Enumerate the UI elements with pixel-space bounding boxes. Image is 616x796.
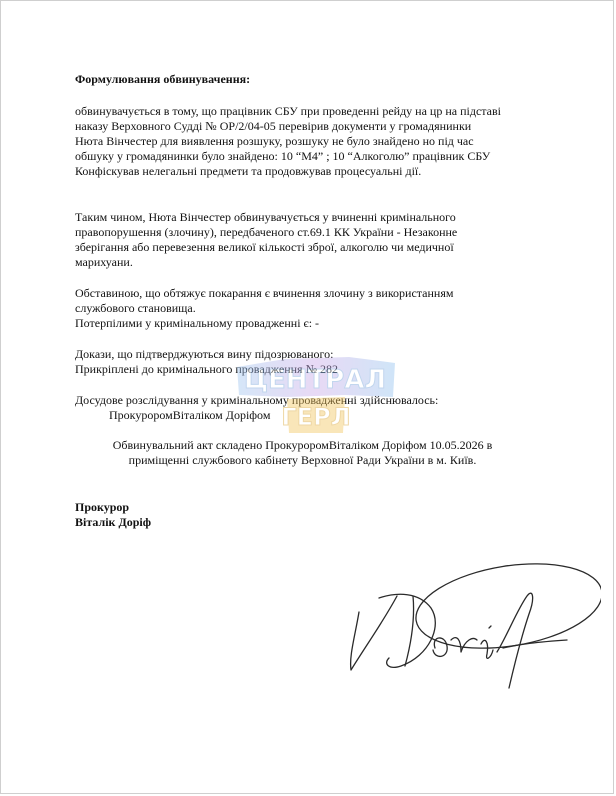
conclusion-line: правопорушення (злочину), передбаченого ст.69.1 КК України - Незаконне: [75, 225, 458, 239]
act-line: приміщенні службового кабінету Верховної Ради України в м. Київ.: [128, 453, 477, 467]
signatory-name: Віталік Доріф: [75, 515, 152, 529]
conclusion-line: марихуани.: [75, 255, 133, 269]
aggravating-line: службового становища.: [75, 301, 196, 315]
accusation-paragraph: [75, 104, 530, 179]
watermark-logo: [227, 351, 403, 437]
aggravating-line: Обставиною, що обтяжує покарання є вчинення злочину з використанням: [75, 286, 454, 300]
signatory-block: [75, 500, 530, 530]
document-heading: Формулювання обвинувачення:: [75, 72, 251, 86]
conclusion-line: зберігання або перевезення великої кількості зброї, алкоголю чи медичної: [75, 240, 454, 254]
victims-line: Потерпілими у кримінальному провадженні є: -: [75, 316, 320, 330]
investigation-line: Досудове розслідування у кримінальному провадженні здійснювалось:: [75, 393, 439, 407]
svg-text:ГЕРЛ: ГЕРЛ: [281, 403, 351, 431]
act-paragraph: [75, 438, 530, 468]
accusation-line: обвинувачується в тому, що працівник СБУ при проведенні рейду на цр на підставі: [75, 104, 501, 118]
investigator-line: ПрокуроромВіталіком Доріфом: [109, 408, 271, 422]
act-line: Обвинувальний акт складено ПрокуроромВіталіком Доріфом 10.05.2026 в: [112, 438, 493, 452]
accusation-line: обшуку у громадянинки було знайдено: 10 “M4” ; 10 “Алкоголю” працівник СБУ: [75, 149, 491, 163]
svg-text:ЦЕНТРАЛ: ЦЕНТРАЛ: [243, 365, 387, 395]
accusation-line: наказу Верховного Судді № OP/2/04-05 перевірив документи у громадянинки: [75, 119, 472, 133]
aggravating-paragraph: [75, 286, 530, 331]
evidence-line: Докази, що підтверджуються вину підозрюваного:: [75, 347, 334, 361]
conclusion-line: Таким чином, Нюта Вінчестер обвинувачується у вчиненні кримінального: [75, 210, 456, 224]
signature-mark: [331, 536, 601, 696]
accusation-line: Конфіскував нелегальні предмети та продовжував процесуальні дії.: [75, 164, 422, 178]
document-body: [75, 72, 530, 530]
signatory-title: Прокурор: [75, 500, 130, 514]
evidence-line: Прикріплені до кримінального провадження № 282: [75, 362, 339, 376]
accusation-line: Нюта Вінчестер для виявлення розшуку, розшуку не було знайдено но під час: [75, 134, 474, 148]
conclusion-paragraph: [75, 210, 530, 270]
